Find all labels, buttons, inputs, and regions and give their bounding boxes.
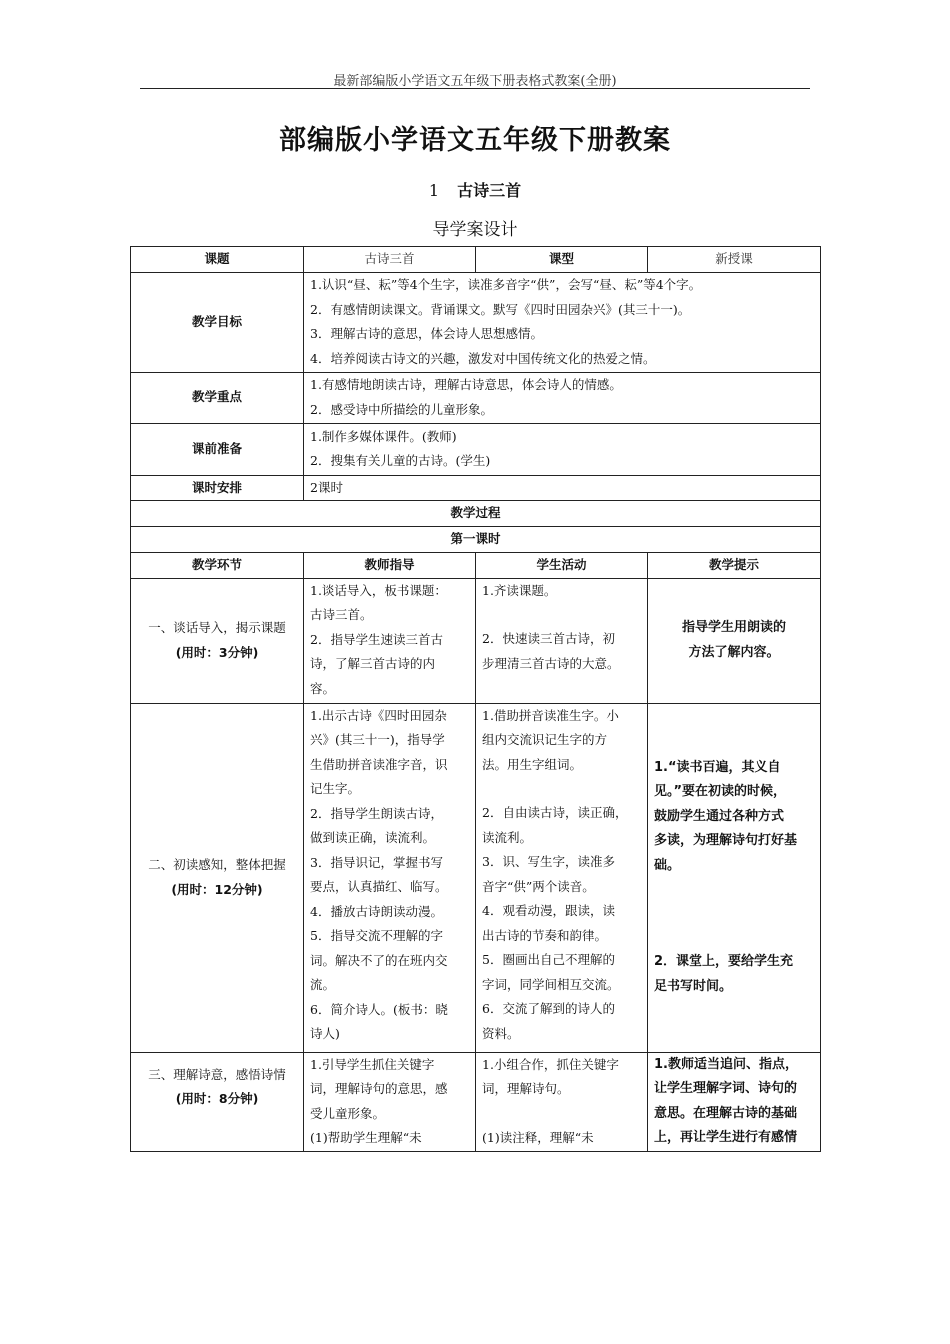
tip-line: 意思。在理解古诗的基础: [654, 1105, 798, 1121]
teacher-guidance-cell: [304, 703, 476, 1052]
tip-line: 足书写时间。: [654, 978, 733, 994]
key-points-cell: [304, 372, 821, 423]
text-line: 词，理解诗句的意思，感: [310, 1081, 448, 1096]
lesson-title: [0, 178, 950, 201]
text-line: 做到读正确，读流利。: [310, 830, 436, 845]
schedule-row: [131, 475, 821, 501]
text-line: 1.引导学生抓住关键字: [310, 1056, 435, 1072]
preparation-row: [131, 423, 821, 475]
document-title: 部编版小学语文五年级下册教案: [279, 125, 671, 156]
text-line: 1.出示古诗《四时田园杂: [310, 707, 447, 723]
goals-label: 教学目标: [131, 272, 304, 372]
table-row: [131, 578, 821, 703]
text-line: 出古诗的节奏和韵律。: [482, 927, 608, 943]
goals-row: [131, 272, 821, 372]
preparation-item: 1.制作多媒体课件。(教师): [310, 428, 457, 444]
text-line: 6．简介诗人。(板书：晓: [310, 1001, 448, 1017]
text-line: 步理清三首古诗的大意。: [482, 655, 620, 671]
text-line: 2．自由读古诗，读正确，: [482, 805, 628, 820]
student-activity-cell: [476, 703, 648, 1052]
text-line: (1)帮助学生理解“未: [310, 1130, 422, 1145]
text-line: 2．指导学生朗读古诗，: [310, 805, 443, 821]
header-rule: [140, 88, 810, 89]
lesson-name: 古诗三首: [457, 181, 522, 200]
teacher-guidance-cell: [304, 1052, 476, 1151]
text-line: 容。: [310, 680, 336, 696]
topic-value: 古诗三首: [304, 247, 476, 273]
period-title: 第一课时: [131, 527, 821, 553]
text-line: 5．指导交流不理解的字: [310, 928, 443, 943]
student-activity-cell: [476, 578, 648, 703]
text-line: 5．圈画出自己不理解的: [482, 952, 615, 967]
table-row: [131, 703, 821, 1052]
text-line: 1.借助拼音读准生字。小: [482, 707, 619, 723]
text-line: 字词，同学间相互交流。: [482, 976, 620, 992]
preparation-label: 课前准备: [131, 423, 304, 475]
tip-line: 鼓励学生通过各种方式: [654, 808, 785, 824]
goals-cell: [304, 272, 821, 372]
text-line: 生借助拼音读准字音，识: [310, 756, 448, 772]
tip-line: 2．课堂上，要给学生充: [654, 954, 794, 970]
topic-row: [131, 247, 821, 273]
text-line: 受儿童形象。: [310, 1105, 386, 1121]
stage-name: 二、初读感知，整体把握: [148, 857, 286, 872]
text-line: 诗人): [310, 1025, 340, 1041]
preparation-cell: [304, 423, 821, 475]
stage-time: (用时：12分钟): [171, 881, 263, 897]
stage-name: 三、理解诗意，感悟诗情: [148, 1066, 286, 1082]
text-line: 2．快速读三首古诗，初: [482, 631, 615, 646]
text-line: 4．播放古诗朗读动漫。: [310, 903, 443, 919]
column-header: 教师指导: [304, 552, 476, 578]
stage-cell: [131, 578, 304, 703]
text-line: 法。用生字组词。: [482, 756, 583, 772]
text-line: (1)读注释，理解“未: [482, 1129, 594, 1145]
tip-line: 1.“读书百遍，其义自: [654, 759, 781, 775]
text-line: 3．识、写生字，读准多: [482, 854, 615, 869]
goal-item: 2．有感情朗读课文。背诵课文。默写《四时田园杂兴》(其三十一)。: [310, 301, 691, 317]
period-title-row: [131, 527, 821, 553]
stage-time: (用时：3分钟): [175, 644, 259, 660]
lesson-number: 1: [428, 181, 440, 200]
table-row: [131, 1052, 821, 1151]
type-label: 课型: [476, 247, 648, 273]
text-line: 1.小组合作，抓住关键字: [482, 1056, 619, 1072]
text-line: 2．指导学生速读三首古: [310, 631, 443, 647]
text-line: 3．指导识记，掌握书写: [310, 854, 443, 870]
key-point-item: 1.有感情地朗读古诗，理解古诗意思，体会诗人的情感。: [310, 377, 622, 392]
text-line: 诗，了解三首古诗的内: [310, 656, 436, 671]
process-title-row: [131, 501, 821, 527]
text-line: 组内交流识记生字的方: [482, 732, 608, 747]
topic-label: 课题: [131, 247, 304, 273]
text-line: 读流利。: [482, 829, 533, 845]
stage-cell: [131, 703, 304, 1052]
process-title: 教学过程: [131, 501, 821, 527]
column-header: 教学环节: [131, 552, 304, 578]
key-points-label: 教学重点: [131, 372, 304, 423]
goal-item: 1.认识“昼、耘”等4个生字，读准多音字“供”，会写“昼、耘”等4个字。: [310, 277, 702, 292]
text-line: 要点，认真描红、临写。: [310, 879, 448, 894]
lesson-plan-table: [130, 246, 821, 1152]
goal-item: 4．培养阅读古诗文的兴趣，激发对中国传统文化的热爱之情。: [310, 350, 656, 366]
schedule-label: 课时安排: [131, 475, 304, 501]
key-point-item: 2．感受诗中所描绘的儿童形象。: [310, 401, 493, 417]
key-points-row: [131, 372, 821, 423]
text-line: 音字“供”两个读音。: [482, 878, 595, 894]
tip-line: 上，再让学生进行有感情: [654, 1130, 798, 1145]
tip-line: 让学生理解字词、诗句的: [654, 1081, 798, 1096]
stage-time: (用时：8分钟): [175, 1091, 259, 1106]
teacher-guidance-cell: [304, 578, 476, 703]
text-line: 记生字。: [310, 781, 361, 796]
text-line: 1.齐读课题。: [482, 582, 557, 598]
tip-line: 础。: [654, 857, 681, 873]
text-line: 词，理解诗句。: [482, 1081, 570, 1096]
text-line: 兴》(其三十一)，指导学: [310, 732, 445, 747]
text-line: 流。: [310, 977, 336, 992]
tip-line: 指导学生用朗读的: [681, 620, 786, 635]
text-line: 古诗三首。: [310, 607, 373, 622]
tip-line: 方法了解内容。: [688, 644, 780, 660]
column-header-row: [131, 552, 821, 578]
goal-item: 3．理解古诗的意思，体会诗人思想感情。: [310, 326, 543, 341]
tip-line: 见。”要在初读的时候，: [654, 784, 787, 800]
text-line: 4．观看动漫，跟读，读: [482, 903, 615, 918]
column-header: 学生活动: [476, 552, 648, 578]
tip-line: 多读，为理解诗句打好基: [654, 833, 798, 849]
teaching-tip-cell: [648, 1052, 821, 1151]
teaching-tip-cell: [648, 703, 821, 1052]
text-line: 1.谈话导入，板书课题：: [310, 582, 447, 598]
running-header: 最新部编版小学语文五年级下册表格式教案(全册): [333, 74, 617, 89]
teaching-tip-cell: [648, 578, 821, 703]
schedule-value: 2课时: [304, 475, 821, 501]
stage-name: 一、谈话导入，揭示课题: [148, 620, 286, 635]
tip-line: 1.教师适当追问、指点，: [654, 1056, 798, 1072]
stage-cell: [131, 1052, 304, 1151]
section-title: 导学案设计: [432, 220, 518, 240]
student-activity-cell: [476, 1052, 648, 1151]
column-header: 教学提示: [648, 552, 821, 578]
preparation-item: 2．搜集有关儿童的古诗。(学生): [310, 453, 491, 468]
text-line: 资料。: [482, 1025, 520, 1041]
type-value: 新授课: [648, 247, 821, 273]
text-line: 6．交流了解到的诗人的: [482, 1001, 615, 1016]
text-line: 词。解决不了的在班内交: [310, 952, 448, 968]
